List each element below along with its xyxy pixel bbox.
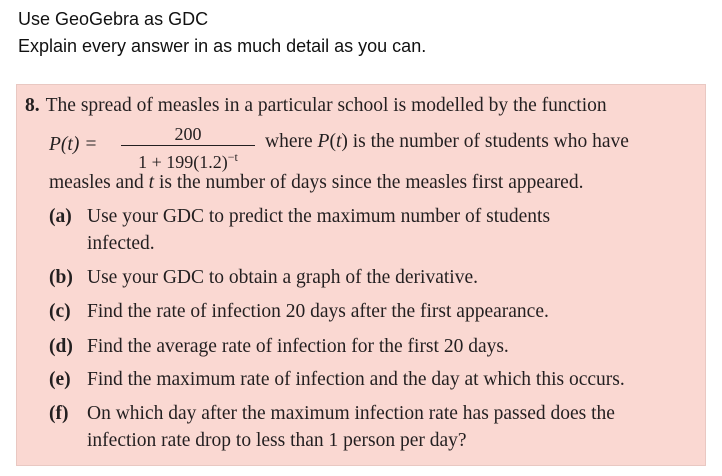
instructions — [18, 6, 426, 60]
part-e-label: (e) — [49, 369, 71, 390]
question-number: 8. — [25, 95, 40, 116]
part-b-text: Use your GDC to obtain a graph of the derivative. — [87, 267, 478, 288]
part-f-text-2: infection rate drop to less than 1 person per day? — [87, 430, 467, 451]
part-d-label: (d) — [49, 336, 73, 357]
formula-denominator: $1 + 199(1.2)^{-t}$ — [138, 150, 238, 172]
formula-numerator: 200 — [174, 124, 202, 144]
question-stem-line-3: measles and t is the number of days since the measles first appeared. — [49, 172, 584, 193]
instruction-line-2: Explain every answer in as much detail as you can. — [18, 36, 427, 56]
formula-fraction — [119, 123, 257, 173]
part-a-text-1: Use your GDC to predict the maximum number of students — [87, 206, 551, 227]
stem-text-1: The spread of measles in a particular school is modelled by the function — [45, 95, 607, 116]
part-a-label: (a) — [49, 206, 72, 227]
part-c-text: Find the rate of infection 20 days after the first appearance. — [87, 301, 549, 322]
question-stem-line-1 — [25, 95, 607, 117]
formula — [49, 123, 689, 172]
instruction-line-1: Use GeoGebra as GDC — [18, 9, 209, 29]
part-c-label: (c) — [49, 301, 71, 322]
part-f-text-1: On which day after the maximum infection rate has passed does the — [87, 403, 615, 424]
part-a-text-2: infected. — [87, 233, 155, 254]
part-d-text: Find the average rate of infection for the first 20 days. — [87, 336, 509, 357]
formula-rest: where P(t) is the number of students who have — [265, 131, 629, 152]
formula-lhs: P(t) = — [49, 134, 98, 155]
part-f-label: (f) — [49, 403, 69, 424]
part-e-text: Find the maximum rate of infection and the day at which this occurs. — [87, 369, 625, 390]
part-b-label: (b) — [49, 267, 73, 288]
question-panel — [16, 84, 706, 466]
